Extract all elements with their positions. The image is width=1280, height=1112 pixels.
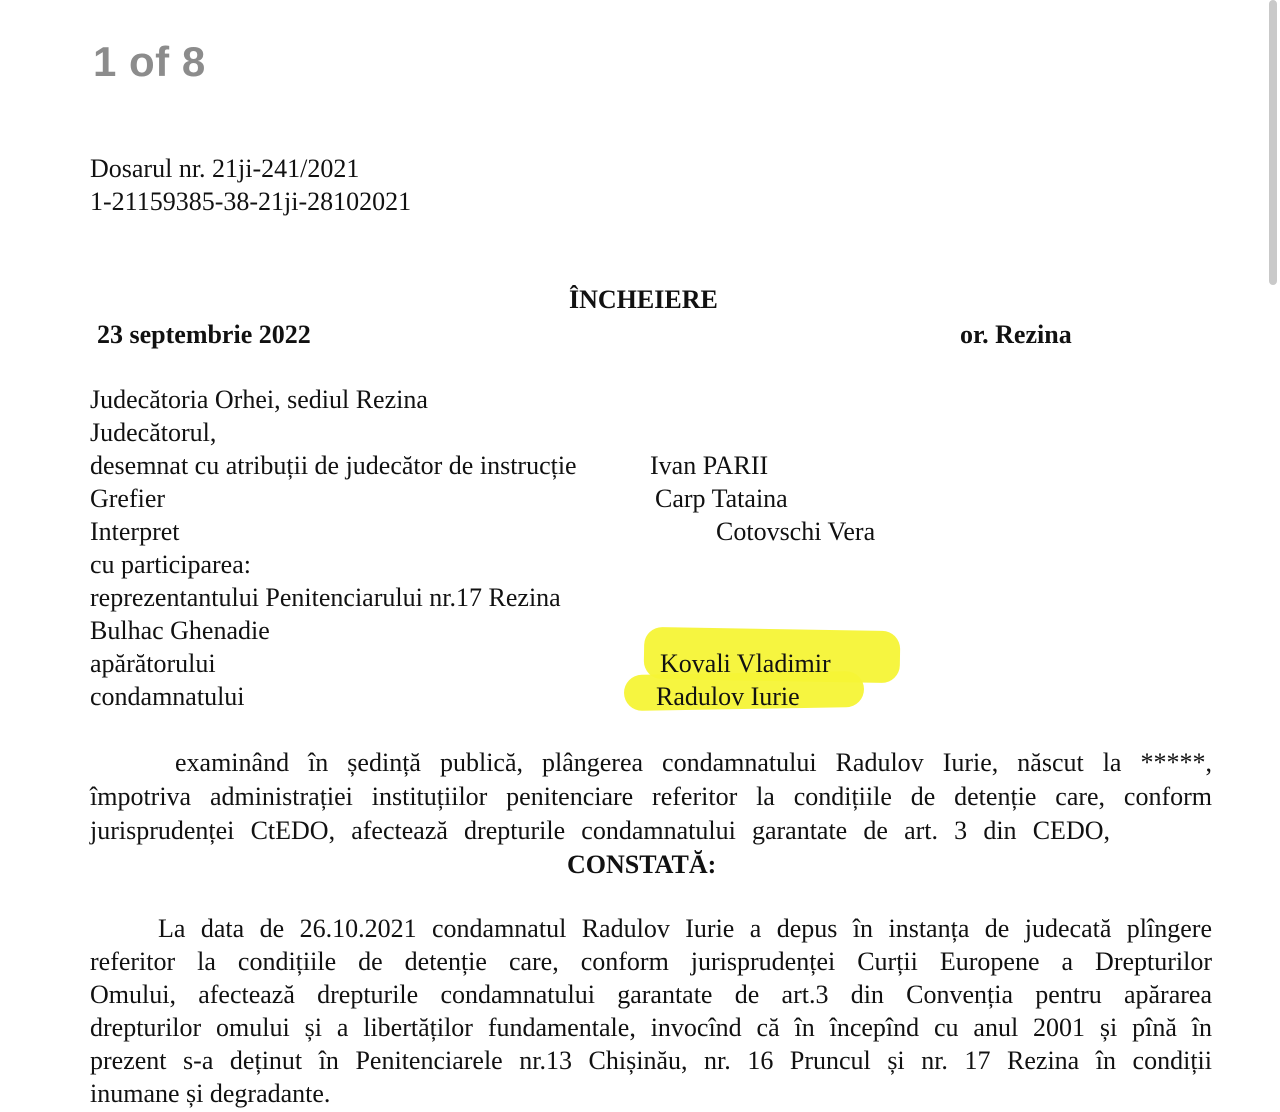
body-line: drepturilor omului și a libertăților fundamentale, invocînd că în începînd cu anul 2001 și pînă în xyxy=(90,1013,1212,1042)
document-title: ÎNCHEIERE xyxy=(569,285,718,314)
section-heading: CONSTATĂ: xyxy=(567,850,717,879)
convict-label: condamnatului xyxy=(90,682,245,711)
participation-label: cu participarea: xyxy=(90,550,251,579)
file-code: 1-21159385-38-21ji-28102021 xyxy=(90,187,412,216)
representative-label: reprezentantului Penitenciarului nr.17 Rezina xyxy=(90,583,561,612)
judge-name: Ivan PARII xyxy=(650,451,769,480)
court-name: Judecătoria Orhei, sediul Rezina xyxy=(90,385,428,414)
intro-line: jurisprudenței CtEDO, afectează drepturile condamnatului garantate de art. 3 din CEDO, xyxy=(90,816,1110,845)
body-line: Omului, afectează drepturile condamnatului garantate de art.3 din Convenția pentru apărarea xyxy=(90,980,1212,1009)
interpreter-label: Interpret xyxy=(90,517,180,546)
document-place: or. Rezina xyxy=(960,320,1072,349)
body-line: prezent s-a deținut în Penitenciarele nr.13 Chișinău, nr. 16 Pruncul și nr. 17 Rezina în condiții xyxy=(90,1046,1212,1075)
clerk-name: Carp Tataina xyxy=(655,484,788,513)
convict-name: Radulov Iurie xyxy=(656,682,800,711)
body-line: La data de 26.10.2021 condamnatul Radulov Iurie a depus în instanța de judecată plîngere xyxy=(158,914,1212,943)
representative-name: Bulhac Ghenadie xyxy=(90,616,270,645)
judge-label: Judecătorul, xyxy=(90,418,217,447)
defender-label: apărătorului xyxy=(90,649,216,678)
clerk-label: Grefier xyxy=(90,484,166,513)
intro-line: împotriva administrației instituțiilor penitenciare referitor la condițiile de detenție care, conform xyxy=(90,782,1212,811)
judge-role: desemnat cu atribuții de judecător de instrucție xyxy=(90,451,577,480)
scrollbar-thumb[interactable] xyxy=(1269,0,1277,285)
file-number: Dosarul nr. 21ji-241/2021 xyxy=(90,154,360,183)
body-line: referitor la condițiile de detenție care, conform jurisprudenței Curții Europene a Drepturilor xyxy=(90,947,1212,976)
document-date: 23 septembrie 2022 xyxy=(97,320,311,349)
interpreter-name: Cotovschi Vera xyxy=(716,517,876,546)
body-line: inumane și degradante. xyxy=(90,1079,331,1108)
intro-line: examinând în ședință publică, plângerea condamnatului Radulov Iurie, născut la *****, xyxy=(175,748,1212,777)
page-counter: 1 of 8 xyxy=(93,38,206,85)
defender-name: Kovali Vladimir xyxy=(660,649,831,678)
